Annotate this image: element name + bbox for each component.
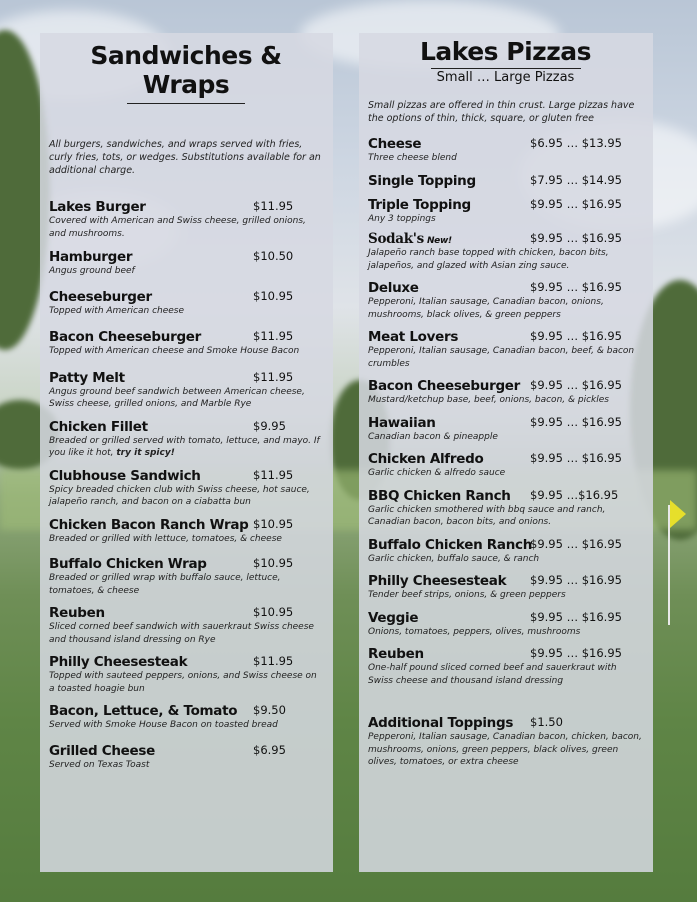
item-price: $9.95 … $16.95 [530, 646, 622, 660]
golf-flag-icon [670, 500, 686, 528]
item-price: $9.95 [253, 418, 286, 433]
item-description: Mustard/ketchup base, beef, onions, bacon, & pickles [368, 395, 609, 405]
item-name: Single Topping [368, 172, 476, 189]
menu-item [49, 199, 323, 240]
pizzas-subtitle: Small … Large Pizzas [436, 70, 575, 85]
pizzas-panel [359, 33, 653, 872]
menu-item [368, 537, 643, 566]
item-price: $10.95 [253, 288, 294, 303]
item-description: Breaded or grilled with lettuce, tomatoes, & cheese [49, 533, 282, 544]
title-underline [431, 68, 581, 69]
menu-item [368, 573, 643, 602]
item-price: $7.95 … $14.95 [530, 172, 622, 187]
item-price: $11.95 [253, 199, 294, 213]
menu-item [368, 610, 643, 639]
menu-item [49, 654, 323, 695]
item-name: Hamburger [49, 249, 133, 265]
menu-item [49, 468, 323, 509]
item-name: Additional Toppings [368, 715, 514, 731]
item-name: Bacon Cheeseburger [368, 378, 521, 394]
item-description: Onions, tomatoes, peppers, olives, mushrooms [368, 626, 581, 637]
item-description: Three cheese blend [368, 153, 457, 163]
sandwiches-intro: All burgers, sandwiches, and wraps served with fries, curly fries, tots, or wedges. Substitutions available for an additional charge. [49, 139, 321, 176]
item-name: Chicken Bacon Ranch Wrap [49, 516, 249, 533]
item-price: $9.50 [253, 703, 286, 717]
item-price: $9.95 … $16.95 [530, 231, 622, 245]
title-underline [127, 103, 245, 104]
item-name: Deluxe [368, 280, 419, 296]
spicy-note: try it spicy! [116, 448, 175, 458]
item-name: Grilled Cheese [49, 742, 155, 759]
item-description: Pepperoni, Italian sausage, Canadian bacon, onions, mushrooms, black olives, & green peppers [368, 297, 604, 320]
item-description: Pepperoni, Italian sausage, Canadian bacon, beef, & bacon crumbles [368, 346, 635, 369]
item-name: Patty Melt [49, 369, 125, 386]
item-price: $9.95 … $16.95 [530, 573, 622, 587]
pizzas-intro: Small pizzas are offered in thin crust. Large pizzas have the options of thin, thick, square, or gluten free [368, 100, 635, 124]
pizzas-title: Lakes Pizzas [419, 37, 592, 66]
item-name: Philly Cheesesteak [368, 573, 507, 589]
menu-item [368, 280, 643, 321]
item-price: $10.95 [253, 556, 294, 570]
item-description: Angus ground beef sandwich between American cheese, Swiss cheese, grilled onions, and Marble Rye [49, 386, 305, 409]
item-price: $11.95 [253, 654, 294, 668]
item-name-text: Sodak's [368, 231, 424, 247]
sandwiches-panel [40, 33, 333, 872]
item-price: $11.95 [253, 329, 294, 343]
menu-item [49, 556, 323, 597]
menu-item [368, 197, 643, 226]
item-name: Veggie [368, 609, 419, 626]
item-name: BBQ Chicken Ranch [368, 487, 511, 504]
item-price: $11.95 [253, 467, 294, 482]
item-name: Hawaiian [368, 414, 436, 431]
item-description [49, 435, 323, 460]
item-price: $10.95 [253, 605, 294, 619]
item-name: Cheese [368, 136, 422, 152]
item-price: $9.95 … $16.95 [530, 609, 622, 624]
menu-item [49, 743, 323, 772]
item-description: Covered with American and Swiss cheese, grilled onions, and mushrooms. [49, 216, 306, 239]
menu-item [49, 517, 323, 546]
item-description: Served on Texas Toast [49, 759, 150, 770]
item-description: Garlic chicken, buffalo sauce, & ranch [368, 553, 540, 564]
item-name: Meat Lovers [368, 329, 459, 345]
item-name: Philly Cheesesteak [49, 654, 188, 670]
item-description: Spicy breaded chicken club with Swiss cheese, hot sauce, jalapeño ranch, and bacon on a ciabatta bun [49, 484, 310, 507]
item-description: Angus ground beef [49, 266, 135, 276]
item-description: Pepperoni, Italian sausage, Canadian bacon, chicken, bacon, mushrooms, onions, green peppers, black olives, green olives, tomatoes, or extra cheese [368, 732, 642, 767]
item-price: $9.95 … $16.95 [530, 196, 622, 211]
additional-toppings [368, 715, 643, 769]
menu-item [49, 370, 323, 411]
item-price: $9.95 … $16.95 [530, 280, 622, 294]
item-price: $9.95 … $16.95 [530, 536, 622, 551]
item-description: Sliced corned beef sandwich with sauerkraut Swiss cheese and thousand island dressing on Rye [49, 622, 314, 645]
menu-item [49, 249, 323, 278]
sandwiches-title: Sandwiches & Wraps [90, 41, 282, 99]
item-description: Jalapeño ranch base topped with chicken, bacon bits, jalapeños, and glazed with Asian zing sauce. [368, 248, 609, 271]
item-price: $9.95 … $16.95 [530, 378, 622, 392]
item-description: Canadian bacon & pineapple [368, 431, 498, 442]
menu-item [49, 605, 323, 646]
item-name: Triple Topping [368, 196, 471, 213]
menu-item [368, 451, 643, 480]
item-price: $9.95 …$16.95 [530, 487, 619, 502]
item-price: $9.95 … $16.95 [530, 414, 622, 429]
menu-item [368, 329, 643, 370]
item-name: Chicken Alfredo [368, 451, 484, 467]
menu-item [49, 419, 323, 460]
item-name: Buffalo Chicken Wrap [49, 556, 207, 572]
menu-item [49, 329, 323, 358]
item-name: Cheeseburger [49, 288, 152, 305]
item-price: $10.95 [253, 516, 294, 531]
menu-item [368, 488, 643, 529]
item-price: $9.95 … $16.95 [530, 451, 622, 465]
item-name: Bacon, Lettuce, & Tomato [49, 703, 238, 719]
item-description: Tender beef strips, onions, & green peppers [368, 590, 566, 600]
item-name: Reuben [368, 646, 424, 662]
item-description: Breaded or grilled wrap with buffalo sauce, lettuce, tomatoes, & cheese [49, 573, 281, 596]
item-description: Topped with American cheese and Smoke House Bacon [49, 346, 300, 356]
menu-item [368, 136, 643, 165]
item-name: Chicken Fillet [49, 418, 148, 435]
menu-item [49, 703, 323, 732]
new-badge: New! [426, 236, 452, 246]
item-description: Any 3 toppings [368, 213, 436, 224]
item-description: Garlic chicken & alfredo sauce [368, 468, 506, 478]
item-price: $9.95 … $16.95 [530, 329, 622, 343]
item-description: Topped with American cheese [49, 305, 185, 316]
menu-item [368, 231, 643, 272]
item-price: $6.95 [253, 742, 286, 757]
item-name: Buffalo Chicken Ranch [368, 536, 533, 553]
item-description-text: Breaded or grilled served with tomato, lettuce, and mayo. If you like it hot, [49, 435, 320, 458]
menu-item [49, 289, 323, 318]
item-description: One-half pound sliced corned beef and sauerkraut with Swiss cheese and thousand island dressing [368, 663, 617, 686]
item-price: $1.50 [530, 715, 563, 729]
item-price: $10.50 [253, 249, 294, 263]
menu-item [368, 646, 643, 687]
item-description: Garlic chicken smothered with bbq sauce and ranch, Canadian bacon, bacon bits, and onions. [368, 504, 606, 527]
item-name: Reuben [49, 605, 105, 621]
item-name: Lakes Burger [49, 199, 146, 215]
item-name: Bacon Cheeseburger [49, 329, 202, 345]
item-name: Clubhouse Sandwich [49, 467, 201, 484]
item-description: Topped with sauteed peppers, onions, and Swiss cheese on a toasted hoagie bun [49, 671, 317, 694]
menu-item [368, 378, 643, 407]
item-price: $11.95 [253, 369, 294, 384]
item-description: Served with Smoke House Bacon on toasted bread [49, 720, 278, 730]
menu-item [368, 415, 643, 444]
menu-item [368, 173, 643, 189]
item-price: $6.95 … $13.95 [530, 136, 622, 150]
